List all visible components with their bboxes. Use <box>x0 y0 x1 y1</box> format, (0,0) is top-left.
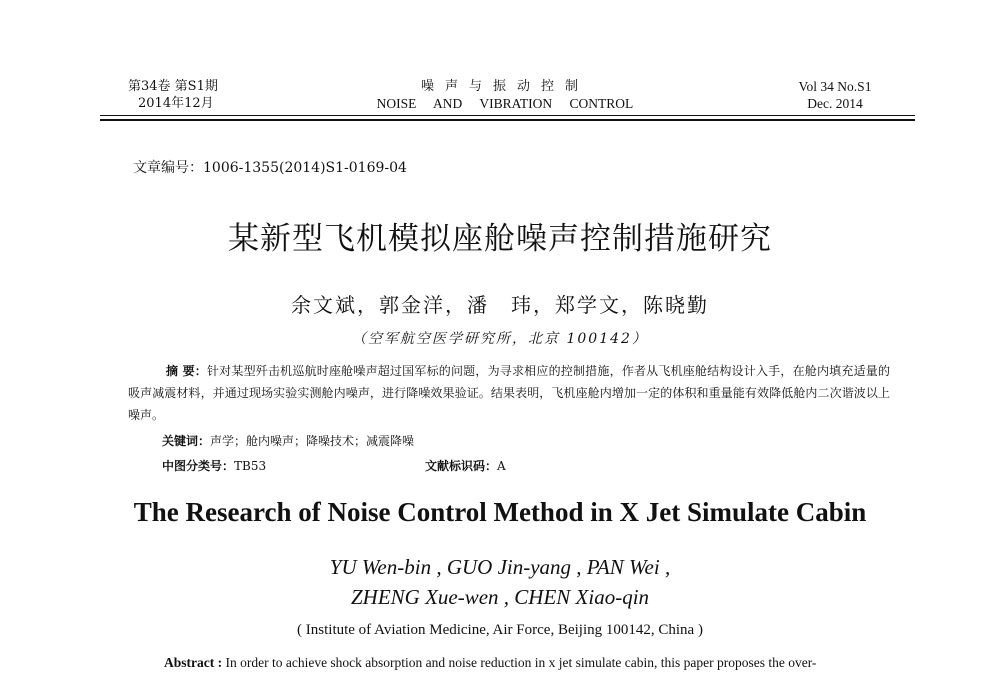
document-code-text: A <box>497 459 506 473</box>
journal-volume-issue <box>128 78 218 112</box>
abstract-en <box>128 652 893 674</box>
authors-en-line1: YU Wen-bin , GUO Jin-yang , PAN Wei , <box>329 555 671 579</box>
document-code <box>425 457 506 474</box>
journal-name-en: NOISE AND VIBRATION CONTROL <box>376 96 634 111</box>
keywords-label: 关键词： <box>162 434 211 448</box>
abstract-en-text: In order to achieve shock absorption and noise reduction in x jet simulate cabin, this paper proposes the over- <box>225 655 817 670</box>
volume-issue-cn: 第34卷 第S1期 <box>128 79 218 94</box>
article-number: 文章编号：1006-1355(2014)S1-0169-04 <box>133 160 407 176</box>
classification-label: 中图分类号： <box>162 459 235 473</box>
title-en: The Research of Noise Control Method in X Jet Simulate Cabin <box>133 497 867 527</box>
authors-en <box>0 552 1000 612</box>
journal-name <box>340 78 670 112</box>
authors-en-line2: ZHENG Xue-wen , CHEN Xiao-qin <box>350 585 650 609</box>
classification-text: TB53 <box>234 459 267 473</box>
date-en: Dec. 2014 <box>807 96 863 111</box>
title-cn: 某新型飞机模拟座舱噪声控制措施研究 <box>228 221 772 257</box>
abstract-cn-text: 针对某型歼击机巡航时座舱噪声超过国军标的问题，为寻求相应的控制措施，作者从飞机座舱结构设计入手，在舱内填充适量的吸声减震材料，并通过现场实验实测舱内噪声，进行降噪效果验证。结果表明，飞机座舱内增加一定的体积和重量能有效降低舱内二次谐波以上噪声。 <box>128 364 890 422</box>
document-code-label: 文献标识码： <box>425 459 498 473</box>
header-rule-thin <box>100 115 915 116</box>
keywords-text: 声学；舱内噪声；降噪技术；减震降噪 <box>210 434 415 448</box>
keywords <box>162 432 414 449</box>
journal-name-cn: 噪声与振动控制 <box>420 79 589 94</box>
header-rule-thick <box>100 119 915 121</box>
abstract-en-label: Abstract : <box>164 655 223 670</box>
journal-volume-en <box>760 78 910 112</box>
date-cn: 2014年12月 <box>138 96 214 111</box>
authors-cn: 余文斌，郭金洋，潘 玮，郑学文，陈晓勤 <box>291 293 709 317</box>
abstract-cn-label: 摘 要： <box>166 364 207 378</box>
affiliation-en: ( Institute of Aviation Medicine, Air Force, Beijing 100142, China ) <box>297 622 703 638</box>
classification-number <box>162 457 266 474</box>
affiliation-cn: （空军航空医学研究所，北京 100142） <box>352 331 648 347</box>
volume-issue-en: Vol 34 No.S1 <box>798 79 872 94</box>
abstract-cn <box>128 360 890 426</box>
